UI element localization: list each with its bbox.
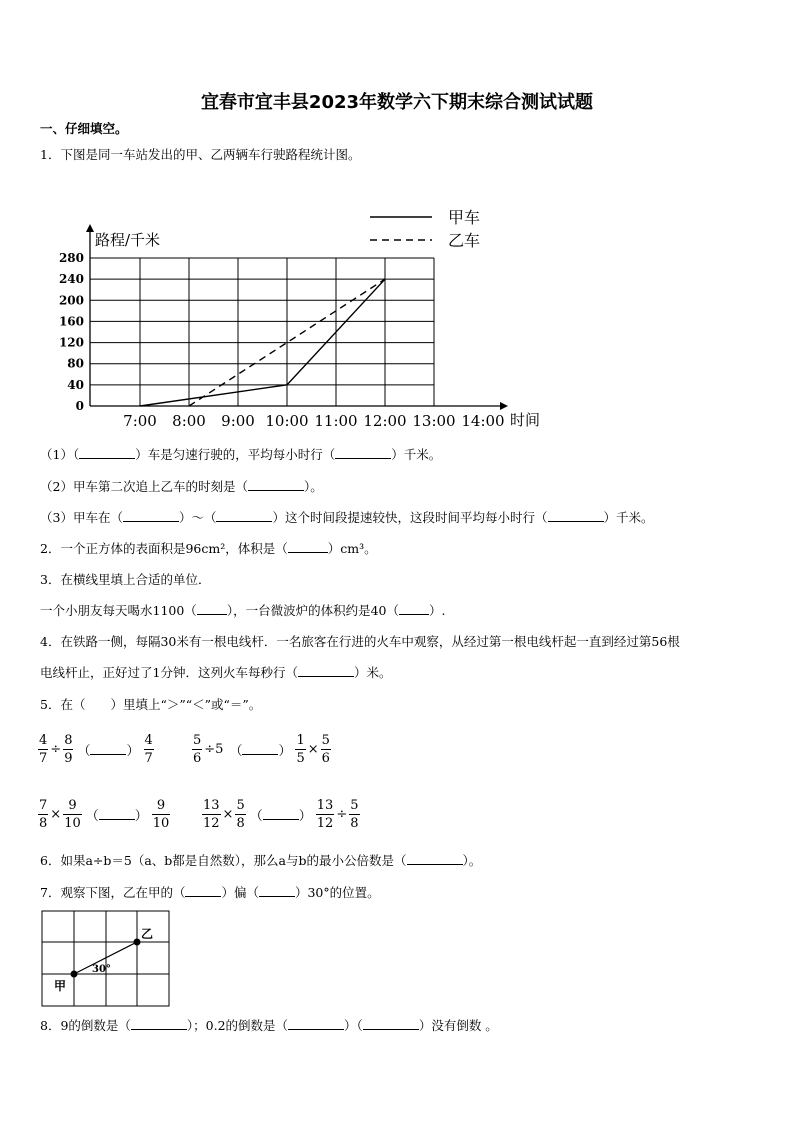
q2-text-b: ）cm³。 [327,541,377,556]
legend-label: 甲车 [448,208,481,227]
answer-blank[interactable] [399,602,429,615]
fraction: $\frac{4}{7}$ [39,733,48,766]
answer-blank[interactable] [185,884,221,897]
answer-blank[interactable] [90,742,126,755]
q5-item-3 [38,797,170,832]
fraction: $\frac{13}{12}$ [316,798,334,831]
x-tick-label: 9:00 [221,412,255,430]
distance-time-chart [40,198,560,434]
label-yi: 乙 [141,927,154,941]
compare-paren: （ ） [85,809,148,824]
q3-text-a: 一个小朋友每天喝水1100（ [40,603,197,618]
q4-text-b: ）米。 [353,665,392,680]
fraction: $\frac{9}{10}$ [152,798,170,831]
y-tick-label: 40 [67,377,84,392]
fraction: $\frac{9}{10}$ [64,798,81,831]
y-tick-label: 0 [75,399,84,413]
q1-p2-text-b: ）。 [303,479,323,494]
compare-paren: （ ） [77,744,140,759]
q8-text-b: ）；0.2的倒数是（ [186,1018,289,1033]
question-6 [40,852,481,870]
x-tick-label: 7:00 [123,412,157,430]
q2-text-a: 2．一个正方体的表面积是96cm²，体积是（ [40,541,288,556]
fraction: $\frac{7}{8}$ [39,798,48,831]
fraction: $\frac{5}{6}$ [193,733,202,766]
fraction: $\frac{5}{8}$ [236,798,245,831]
question-1-part-2 [40,478,323,496]
question-8 [40,1017,498,1035]
point-yi [134,939,141,946]
question-4-line-1: 4．在铁路一侧，每隔30米有一根电线杆．一名旅客在行进的火车中观察，从经过第一根电线杆起一直到经过第56根 [40,634,680,649]
answer-blank[interactable] [79,446,135,459]
q7-text-b: ）偏（ [221,885,259,900]
answer-blank[interactable] [407,852,463,865]
question-3-stem: 3．在横线里填上合适的单位． [40,572,211,587]
fraction: $\frac{13}{12}$ [203,798,220,831]
operator: × [222,807,234,822]
operator: ÷ [50,742,62,757]
q4-text-a: 电线杆止，正好过了1分钟．这列火车每秒行（ [40,665,298,680]
answer-blank[interactable] [298,664,354,677]
q1-p3-text-c: ）这个时间段提速较快，这段时间平均每小时行（ [272,510,548,525]
page-title: 宜春市宜丰县2023年数学六下期末综合测试试题 [200,92,594,113]
q3-text-c: ）. [428,603,446,618]
y-axis-label: 路程/千米 [95,231,161,249]
q5-item-2 [192,732,331,767]
q1-p3-text-a: （3）甲车在（ [40,510,123,525]
q5-item-4 [202,797,360,832]
y-axis-arrow [86,224,94,232]
q7-text-a: 7．观察下图，乙在甲的（ [40,885,186,900]
answer-blank[interactable] [248,478,304,491]
legend-label: 乙车 [448,231,481,250]
q8-text-d: ）没有倒数 。 [418,1018,498,1033]
label-jia: 甲 [54,979,67,993]
x-tick-label: 14:00 [461,412,505,430]
fraction: $\frac{5}{8}$ [350,798,359,831]
q8-text-a: 8．9的倒数是（ [40,1018,131,1033]
y-tick-label: 280 [58,251,84,265]
question-4-line-2 [40,664,391,682]
answer-blank[interactable] [335,446,391,459]
compare-paren: （ ） [229,744,292,759]
x-tick-label: 13:00 [412,412,456,430]
q5-item-1 [38,732,154,767]
y-tick-label: 120 [58,335,84,350]
answer-blank[interactable] [548,509,604,522]
chart-legend [370,208,480,250]
operator: × [50,807,62,822]
angle-label: 30° [92,964,111,975]
question-7 [40,884,380,902]
direction-grid-figure [40,910,172,1008]
x-axis-arrow [500,402,508,410]
answer-blank[interactable] [363,1017,419,1030]
q3-text-b: ），一台微波炉的体积约是40（ [226,603,399,618]
compare-paren: （ ） [249,809,312,824]
answer-blank[interactable] [197,602,227,615]
y-tick-label: 80 [67,356,84,371]
q1-p3-text-d: ）千米。 [603,510,654,525]
answer-blank[interactable] [131,1017,187,1030]
answer-blank[interactable] [259,884,295,897]
operator: ÷5 [204,742,224,757]
q6-text-b: ）。 [462,853,482,868]
q1-p1-text-a: （1）（ [40,447,80,462]
question-1-stem: 1．下图是同一车站发出的甲、乙两辆车行驶路程统计图。 [40,147,361,162]
fraction: $\frac{4}{7}$ [144,733,153,766]
answer-blank[interactable] [288,1017,344,1030]
operator: × [307,742,319,757]
answer-blank[interactable] [288,540,328,553]
answer-blank[interactable] [123,509,179,522]
section-heading: 一、仔细填空。 [40,121,128,136]
x-tick-label: 11:00 [314,412,358,430]
chart-ticks [59,251,505,430]
x-tick-label: 10:00 [265,412,309,430]
q6-text-a: 6．如果a÷b＝5（a、b都是自然数），那么a与b的最小公倍数是（ [40,853,407,868]
y-tick-label: 200 [58,293,84,308]
q8-text-c: ）（ [344,1018,363,1033]
q1-p2-text-a: （2）甲车第二次追上乙车的时刻是（ [40,479,248,494]
fraction: $\frac{8}{9}$ [64,733,73,766]
question-1-part-3 [40,509,654,527]
x-axis-label: 时间 [510,411,541,429]
point-jia [71,971,78,978]
operator: ÷ [336,807,348,822]
q1-p1-text-c: ）千米。 [391,447,442,462]
answer-blank[interactable] [216,509,272,522]
q1-p3-text-b: ）～（ [178,510,217,525]
chart-axes [86,224,508,410]
answer-blank[interactable] [242,742,278,755]
x-tick-label: 8:00 [172,412,206,430]
question-2 [40,540,377,558]
fraction: $\frac{1}{5}$ [296,733,305,766]
q1-p1-text-b: ）车是匀速行驶的，平均每小时行（ [135,447,336,462]
question-5-stem: 5．在（ ）里填上“＞”“＜”或“＝”。 [40,697,262,712]
y-tick-label: 160 [58,314,84,329]
x-tick-label: 12:00 [363,412,407,430]
question-1-part-1 [40,446,441,464]
answer-blank[interactable] [263,807,299,820]
answer-blank[interactable] [99,807,135,820]
question-3-body [40,602,445,620]
y-tick-label: 240 [58,272,84,287]
fraction: $\frac{5}{6}$ [321,733,330,766]
q7-text-c: ）30°的位置。 [294,885,380,900]
